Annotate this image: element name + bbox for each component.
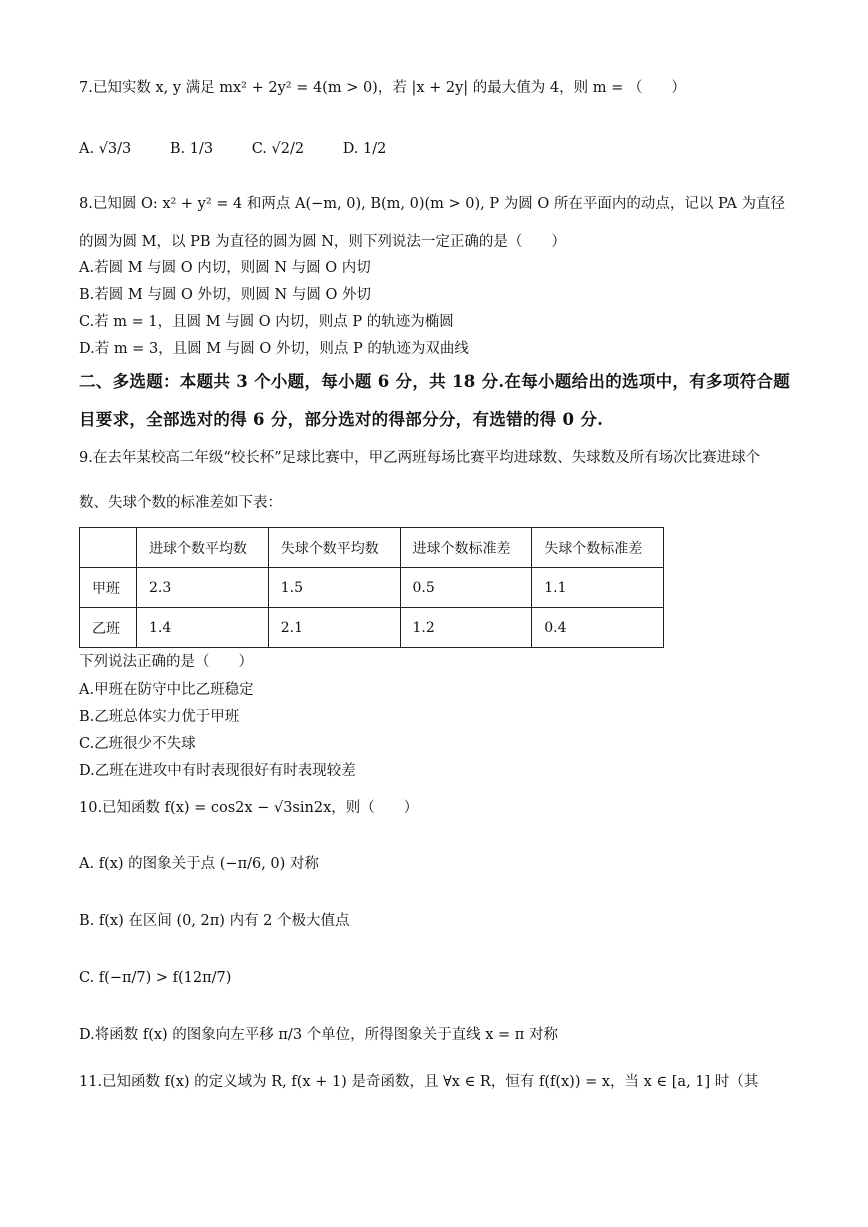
q7-stem: 7.已知实数 x, y 满足 mx² + 2y² = 4(m > 0)，若 |x + 2y| 的最大值为 4，则 m = （ ） [79,80,686,96]
q8-stem-line2: 的圆为圆 M，以 PB 为直径的圆为圆 N，则下列说法一定正确的是（ ） [79,234,566,250]
q8-option-a: A.若圆 M 与圆 O 内切，则圆 N 与圆 O 内切 [79,260,371,276]
q8-option-d: D.若 m = 3，且圆 M 与圆 O 外切，则点 P 的轨迹为双曲线 [79,341,469,357]
table-header-cell: 失球个数标准差 [532,528,664,568]
q9-stem-line2: 数、失球个数的标准差如下表： [79,495,282,511]
q8-option-b: B.若圆 M 与圆 O 外切，则圆 N 与圆 O 外切 [79,287,371,303]
table-header-row [80,528,664,568]
section2-heading-line1: 二、多选题：本题共 3 个小题，每小题 6 分，共 18 分.在每小题给出的选项中，有多项符合题 [79,372,791,391]
table-row [80,608,664,648]
table-cell: 0.5 [400,568,532,608]
q7-option-a: A. √3/3 [79,141,132,157]
q9-option-d: D.乙班在进攻中有时表现很好有时表现较差 [79,763,356,779]
q7-options [79,138,808,160]
section2-heading-line2: 目要求，全部选对的得 6 分，部分选对的得部分分，有选错的得 0 分. [79,410,604,429]
table-row [80,568,664,608]
q9-stem-line1: 9.在去年某校高二年级“校长杯”足球比赛中，甲乙两班每场比赛平均进球数、失球数及所有场次比赛进球个 [79,450,761,466]
table-header-cell: 进球个数平均数 [137,528,269,568]
q9-option-a: A.甲班在防守中比乙班稳定 [79,682,254,698]
q8-option-c: C.若 m = 1，且圆 M 与圆 O 内切，则点 P 的轨迹为椭圆 [79,314,454,330]
q10-option-a: A. f(x) 的图象关于点 (−π/6, 0) 对称 [79,856,319,872]
q7-option-b: B. 1/3 [169,141,214,157]
q11-stem: 11.已知函数 f(x) 的定义域为 R, f(x + 1) 是奇函数，且 ∀x ∈ R，恒有 f(f(x)) = x，当 x ∈ [a, 1] 时（其 [79,1074,759,1090]
table-cell: 0.4 [532,608,664,648]
q7-option-d: D. 1/2 [342,141,387,157]
table-cell: 2.3 [137,568,269,608]
table-cell: 甲班 [80,568,137,608]
q10-stem: 10.已知函数 f(x) = cos2x − √3sin2x，则（ ） [79,800,419,816]
q9-prompt: 下列说法正确的是（ ） [79,654,253,670]
q9-stats-table [79,527,664,648]
table-header-cell: 进球个数标准差 [400,528,532,568]
q9-option-c: C.乙班很少不失球 [79,736,196,752]
table-header-cell: 失球个数平均数 [268,528,400,568]
q7-option-c: C. √2/2 [251,141,305,157]
q8-stem-line1: 8.已知圆 O: x² + y² = 4 和两点 A(−m, 0), B(m, 0)(m > 0), P 为圆 O 所在平面内的动点，记以 PA 为直径 [79,196,785,212]
table-cell: 1.2 [400,608,532,648]
table-cell: 2.1 [268,608,400,648]
table-cell: 1.1 [532,568,664,608]
table-cell: 1.4 [137,608,269,648]
table-cell: 1.5 [268,568,400,608]
table-cell: 乙班 [80,608,137,648]
q10-option-d: D.将函数 f(x) 的图象向左平移 π/3 个单位，所得图象关于直线 x = π 对称 [79,1027,558,1043]
q9-option-b: B.乙班总体实力优于甲班 [79,709,240,725]
q10-option-c: C. f(−π/7) > f(12π/7) [79,970,232,986]
q10-option-b: B. f(x) 在区间 (0, 2π) 内有 2 个极大值点 [79,913,350,929]
table-header-cell [80,528,137,568]
